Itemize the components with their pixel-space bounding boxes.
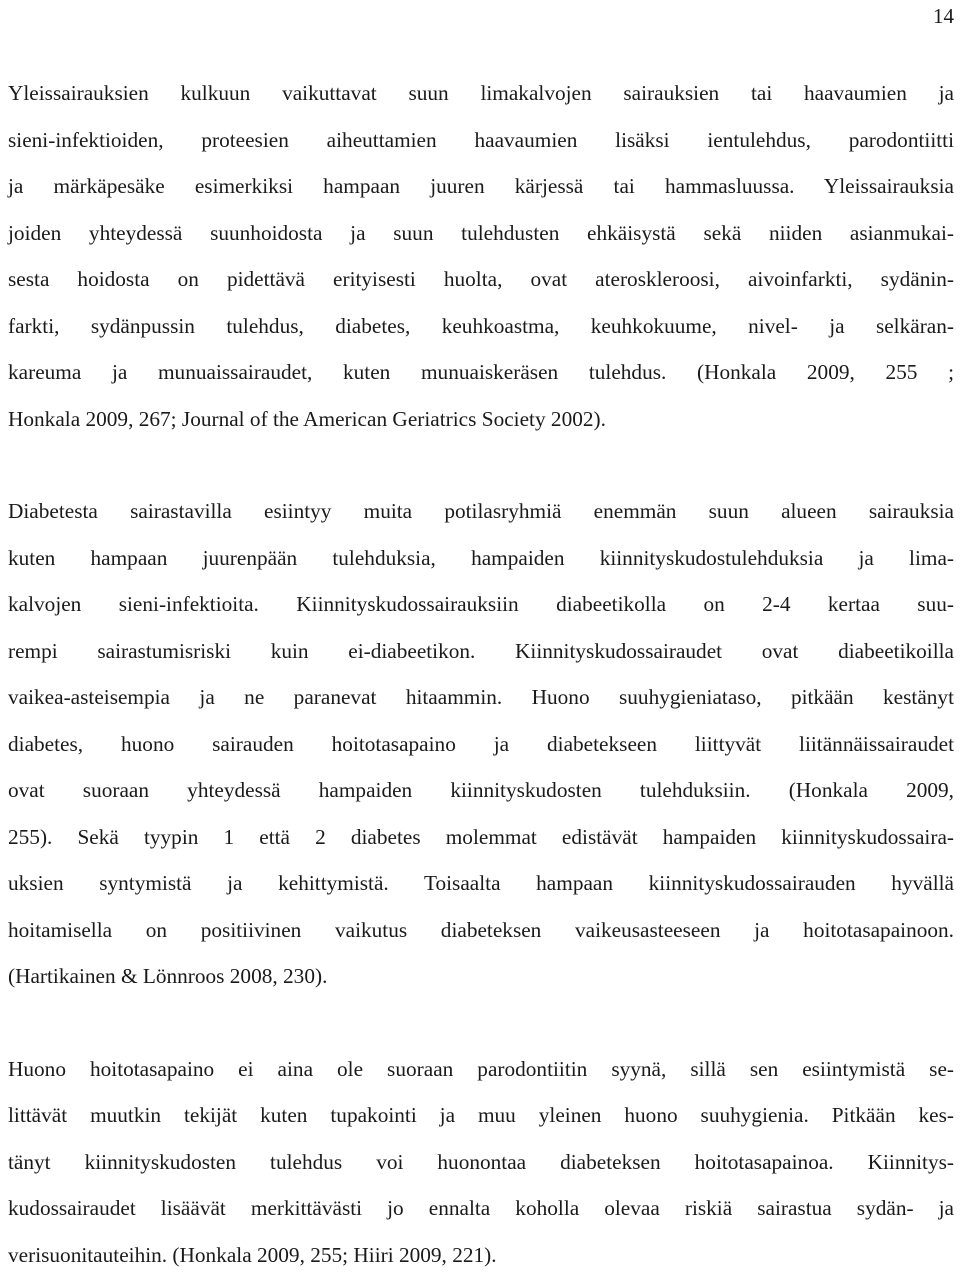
text-line: verisuonitauteihin. (Honkala 2009, 255; Hiiri 2009, 221). [8,1232,954,1278]
text-line: Huono hoitotasapaino ei aina ole suoraan parodontiitin syynä, sillä sen esiintymistä se- [8,1046,954,1093]
text-line: Yleissairauksien kulkuun vaikuttavat suun limakalvojen sairauksien tai haavaumien ja [8,70,954,117]
text-line: ovat suoraan yhteydessä hampaiden kiinnityskudosten tulehduksiin. (Honkala 2009, [8,767,954,814]
document-body [8,70,954,1278]
text-line: hoitamisella on positiivinen vaikutus diabeteksen vaikeusasteeseen ja hoitotasapainoon. [8,907,954,954]
text-line: (Hartikainen & Lönnroos 2008, 230). [8,953,954,1000]
paragraph-gap [8,442,954,488]
paragraph-treatment-balance [8,1046,954,1278]
text-line: joiden yhteydessä suunhoidosta ja suun tulehdusten ehkäisystä sekä niiden asianmukai- [8,210,954,257]
text-line: uksien syntymistä ja kehittymistä. Toisaalta hampaan kiinnityskudossairauden hyvällä [8,860,954,907]
text-line: 255). Sekä tyypin 1 että 2 diabetes molemmat edistävät hampaiden kiinnityskudossaira- [8,814,954,861]
text-line: ja märkäpesäke esimerkiksi hampaan juuren kärjessä tai hammasluussa. Yleissairauksia [8,163,954,210]
text-line: kalvojen sieni-infektioita. Kiinnityskudossairauksiin diabeetikolla on 2-4 kertaa suu- [8,581,954,628]
paragraph-gap [8,1000,954,1046]
text-line: Honkala 2009, 267; Journal of the American Geriatrics Society 2002). [8,396,954,443]
text-line: kudossairaudet lisäävät merkittävästi jo ennalta koholla olevaa riskiä sairastua sydän- ja [8,1185,954,1232]
text-line: kuten hampaan juurenpään tulehduksia, hampaiden kiinnityskudostulehduksia ja lima- [8,535,954,582]
text-line: tänyt kiinnityskudosten tulehdus voi huonontaa diabeteksen hoitotasapainoa. Kiinnitys- [8,1139,954,1186]
text-line: sesta hoidosta on pidettävä erityisesti huolta, ovat ateroskleroosi, aivoinfarkti, sydänin- [8,256,954,303]
text-line: diabetes, huono sairauden hoitotasapaino ja diabetekseen liittyvät liitännäissairaudet [8,721,954,768]
text-line: farkti, sydänpussin tulehdus, diabetes, keuhkoastma, keuhkokuume, nivel- ja selkäran- [8,303,954,350]
paragraph-diabetes [8,488,954,1000]
page-number: 14 [933,4,954,29]
text-line: sieni-infektioiden, proteesien aiheuttamien haavaumien lisäksi ientulehdus, parodontiitti [8,117,954,164]
text-line: rempi sairastumisriski kuin ei-diabeetikon. Kiinnityskudossairaudet ovat diabeetikoilla [8,628,954,675]
text-line: vaikea-asteisempia ja ne paranevat hitaammin. Huono suuhygieniataso, pitkään kestänyt [8,674,954,721]
text-line: Diabetesta sairastavilla esiintyy muita potilasryhmiä enemmän suun alueen sairauksia [8,488,954,535]
text-line: kareuma ja munuaissairaudet, kuten munuaiskeräsen tulehdus. (Honkala 2009, 255 ; [8,349,954,396]
text-line: littävät muutkin tekijät kuten tupakointi ja muu yleinen huono suuhygienia. Pitkään kes- [8,1092,954,1139]
paragraph-systemic-diseases [8,70,954,442]
